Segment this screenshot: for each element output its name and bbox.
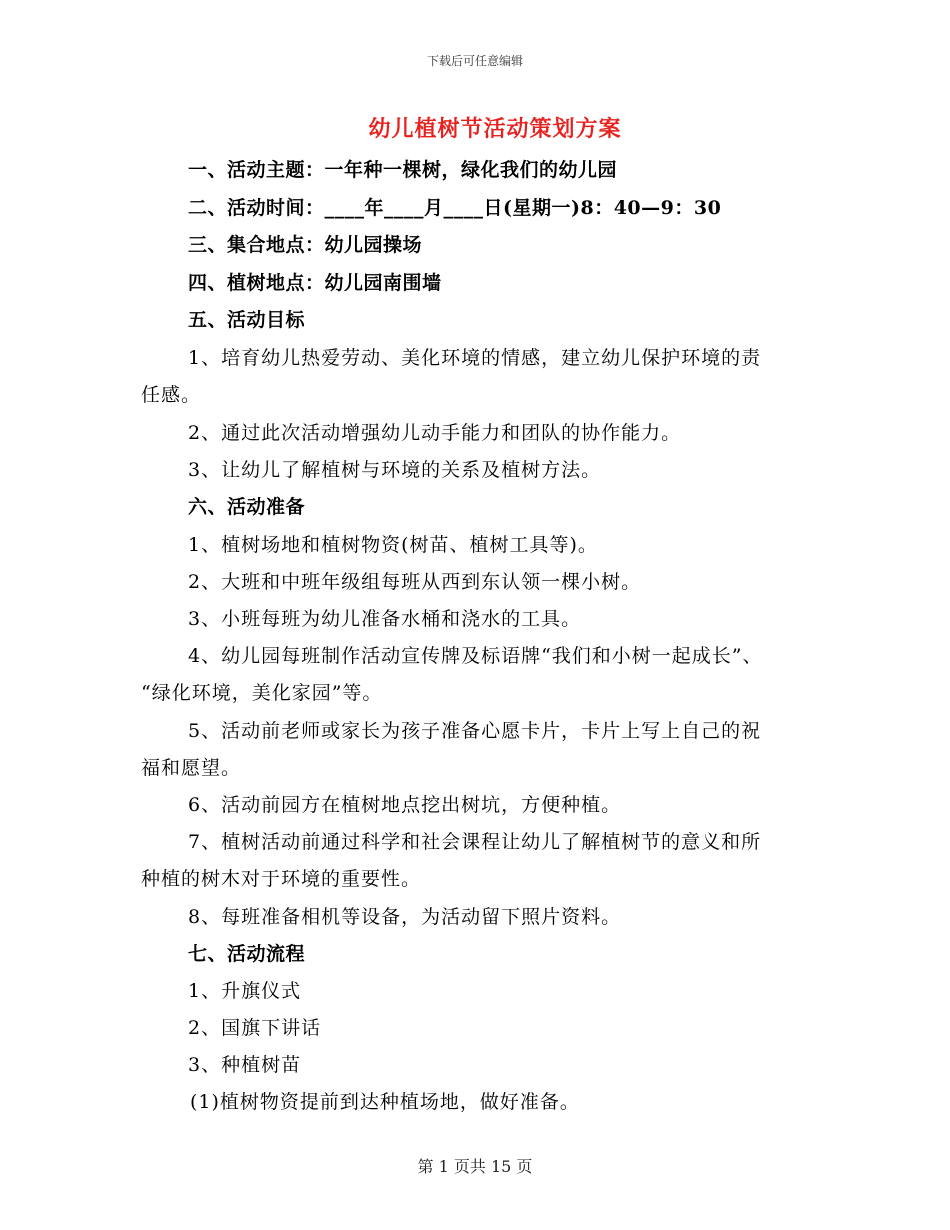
prep-item-7-line1: 7、植树活动前通过科学和社会课程让幼儿了解植树节的意义和所 xyxy=(188,831,762,853)
heading-time: 二、活动时间：____年____月____日(星期一)8：40—9：30 xyxy=(188,197,722,219)
header-note: 下载后可任意编辑 xyxy=(426,54,523,68)
heading-preparation: 六、活动准备 xyxy=(188,496,306,518)
goal-item-1-line1: 1、培育幼儿热爱劳动、美化环境的情感，建立幼儿保护环境的责 xyxy=(188,347,762,369)
heading-goals: 五、活动目标 xyxy=(188,309,306,331)
heading-process: 七、活动流程 xyxy=(188,943,306,965)
prep-item-5-line1: 5、活动前老师或家长为孩子准备心愿卡片，卡片上写上自己的祝 xyxy=(188,720,762,742)
prep-item-1: 1、植树场地和植树物资(树苗、植树工具等)。 xyxy=(188,534,598,556)
document-title: 幼儿植树节活动策划方案 xyxy=(368,116,622,142)
prep-item-6: 6、活动前园方在植树地点挖出树坑，方便种植。 xyxy=(188,794,622,816)
prep-item-3: 3、小班每班为幼儿准备水桶和浇水的工具。 xyxy=(188,608,582,630)
prep-item-4-line1: 4、幼儿园每班制作活动宣传牌及标语牌“我们和小树一起成长”、 xyxy=(188,645,763,667)
page-footer: 第 1 页共 15 页 xyxy=(417,1157,533,1176)
goal-item-2: 2、通过此次活动增强幼儿动手能力和团队的协作能力。 xyxy=(188,422,682,444)
goal-item-1-line2: 任感。 xyxy=(141,384,202,406)
prep-item-4-line2: “绿化环境，美化家园”等。 xyxy=(141,682,383,704)
prep-item-7-line2: 种植的树木对于环境的重要性。 xyxy=(141,868,422,890)
prep-item-8: 8、每班准备相机等设备，为活动留下照片资料。 xyxy=(188,906,622,928)
prep-item-2: 2、大班和中班年级组每班从西到东认领一棵小树。 xyxy=(188,571,642,593)
prep-item-5-line2: 福和愿望。 xyxy=(141,757,242,779)
goal-item-3: 3、让幼儿了解植树与环境的关系及植树方法。 xyxy=(188,459,602,481)
heading-gather-location: 三、集合地点：幼儿园操场 xyxy=(188,234,423,256)
heading-theme: 一、活动主题：一年种一棵树，绿化我们的幼儿园 xyxy=(188,159,618,181)
heading-planting-location: 四、植树地点：幼儿园南围墙 xyxy=(188,272,442,294)
process-item-3: 3、种植树苗 xyxy=(188,1054,302,1076)
process-item-1: 1、升旗仪式 xyxy=(188,980,302,1002)
process-item-3-sub-1: (1)植树物资提前到达种植场地，做好准备。 xyxy=(190,1091,580,1113)
process-item-2: 2、国旗下讲话 xyxy=(188,1017,322,1039)
